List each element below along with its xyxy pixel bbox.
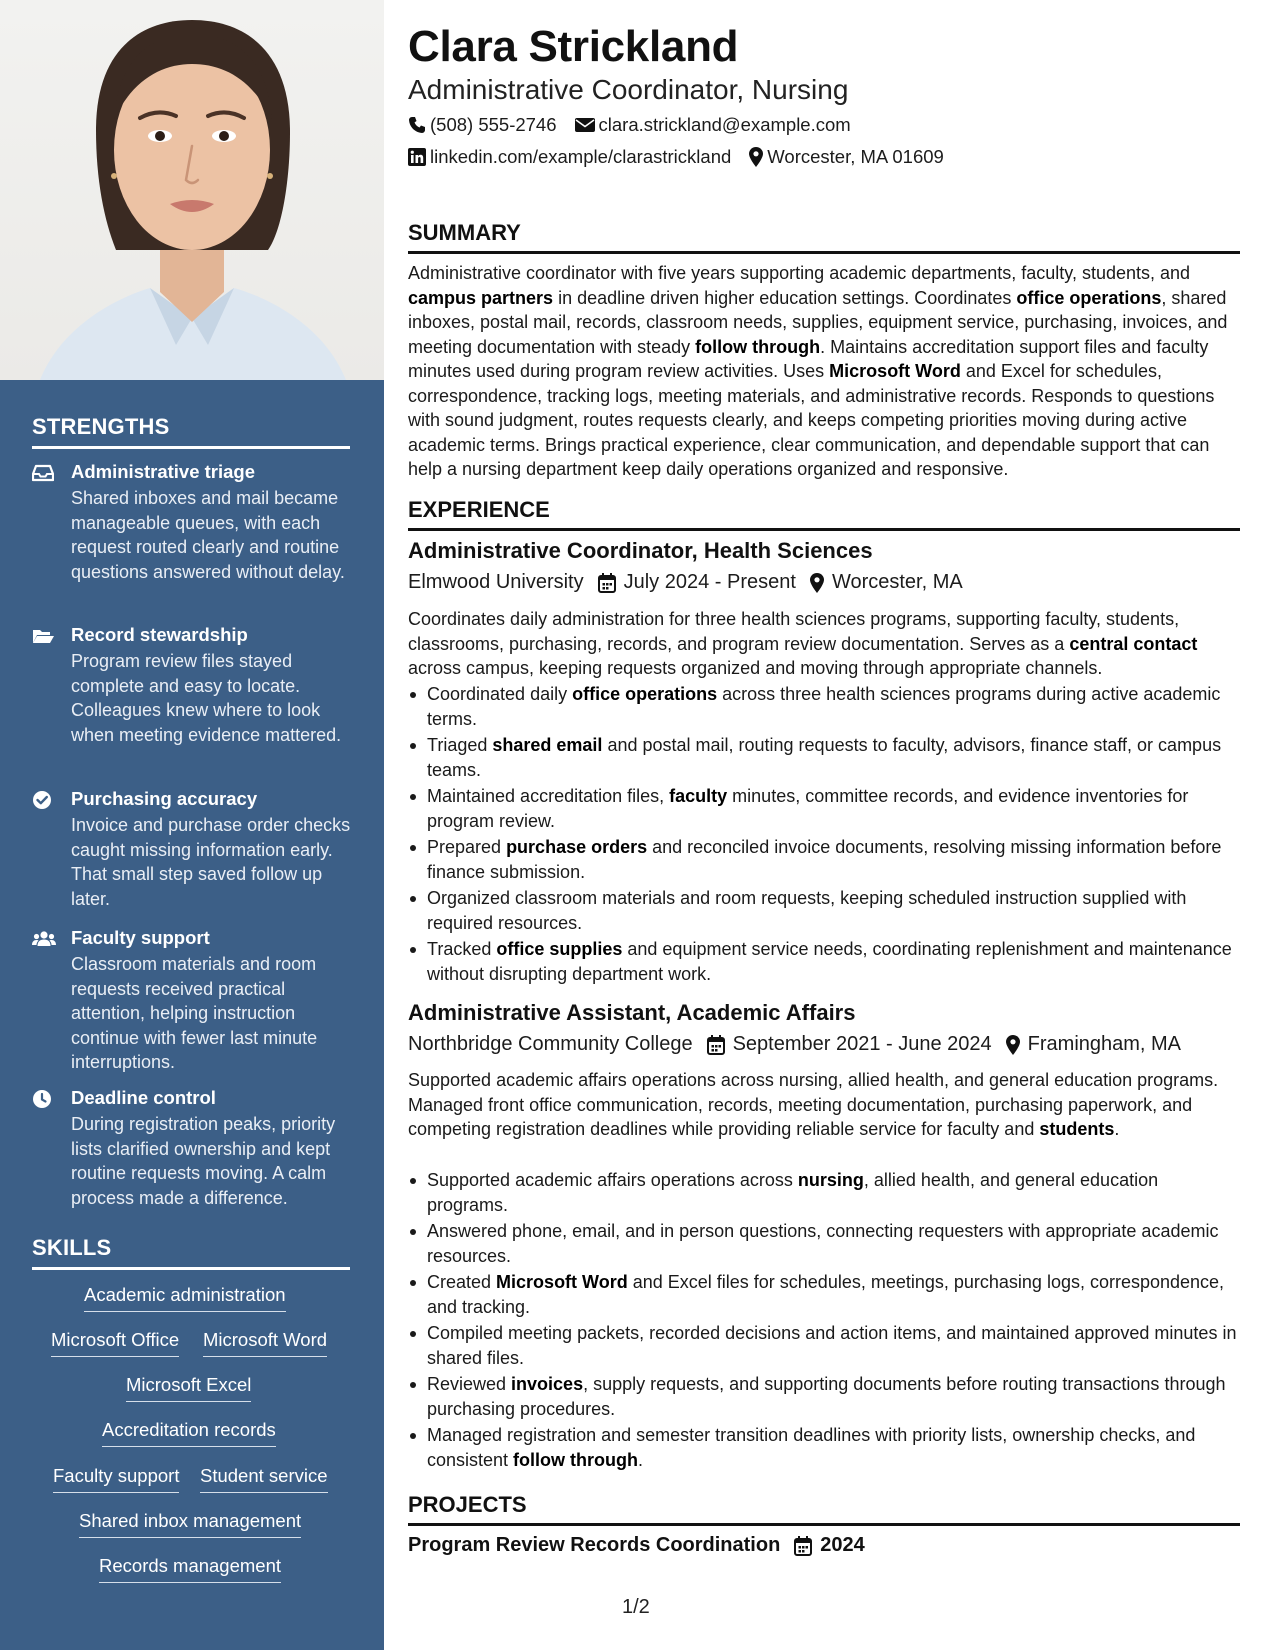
calendar-icon (707, 1035, 725, 1055)
skill-tag: Microsoft Word (203, 1329, 327, 1357)
job-bullet-list (408, 682, 1240, 988)
experience-heading: EXPERIENCE (408, 497, 1240, 531)
strength-title: Purchasing accuracy (71, 788, 258, 809)
job-location: Worcester, MA (831, 571, 963, 593)
job-dates: July 2024 - Present (623, 571, 796, 593)
phone-icon (408, 116, 426, 134)
job-title: Administrative Coordinator, Health Sciences (408, 538, 873, 563)
strength-description: During registration peaks, priority lists clarified ownership and kept routine requests moving. A calm process made a difference. (71, 1114, 336, 1208)
job-bullet: Prepared purchase orders and reconciled invoice documents, resolving missing information before finance submission. (408, 835, 1240, 884)
linkedin-contact (408, 146, 731, 168)
strength-title: Deadline control (71, 1087, 216, 1108)
linkedin-icon (408, 148, 426, 166)
clock-icon (32, 1089, 54, 1109)
strength-description: Shared inboxes and mail became manageable queues, with each request routed clearly and routine questions answered without delay. (71, 488, 345, 582)
linkedin-url: linkedin.com/example/clarastrickland (430, 146, 732, 167)
job-bullet: Compiled meeting packets, recorded decisions and action items, and maintained approved minutes in shared files. (408, 1321, 1240, 1370)
skills-heading: SKILLS (32, 1235, 350, 1270)
job-bullet: Tracked office supplies and equipment service needs, coordinating replenishment and maintenance without disrupting department work. (408, 937, 1240, 986)
skill-tag: Records management (99, 1555, 281, 1583)
job-dates: September 2021 - June 2024 (732, 1033, 992, 1055)
skill-tag: Accreditation records (102, 1419, 276, 1447)
email-contact (575, 114, 851, 136)
job-bullet: Reviewed invoices, supply requests, and supporting documents before routing transactions through purchasing procedures. (408, 1372, 1240, 1421)
strength-description: Invoice and purchase order checks caught missing information early. That small step saved follow up later. (71, 815, 351, 909)
skill-tag: Student service (200, 1465, 328, 1493)
job-bullet: Supported academic affairs operations across nursing, allied health, and general education programs. (408, 1168, 1240, 1217)
job-bullet: Organized classroom materials and room requests, keeping scheduled instruction supplied with required resources. (408, 886, 1240, 935)
sidebar (0, 0, 384, 1650)
skill-tag: Faculty support (53, 1465, 179, 1493)
map-pin-icon (810, 573, 824, 593)
page-number: 1/2 (622, 1596, 650, 1618)
profile-photo (0, 0, 384, 380)
job-summary: Coordinates daily administration for three health sciences programs, supporting faculty, students, classrooms, purchasing, records, and program review documentation. Serves as a central contact across campus, keeping requests organized and moving through appropriate channels. (408, 609, 1198, 678)
projects-heading: PROJECTS (408, 1492, 1240, 1526)
strength-description: Classroom materials and room requests received practical attention, helping instruction continue with fewer last minute interruptions. (71, 954, 318, 1072)
job-meta (408, 1033, 1181, 1056)
skill-tag: Academic administration (84, 1284, 286, 1312)
skill-tag: Microsoft Excel (126, 1374, 251, 1402)
candidate-title: Administrative Coordinator, Nursing (408, 74, 849, 105)
strength-description: Program review files stayed complete and easy to locate. Colleagues knew where to look when meeting evidence mattered. (71, 651, 342, 745)
job-bullet: Created Microsoft Word and Excel files for schedules, meetings, purchasing logs, correspondence, and tracking. (408, 1270, 1240, 1319)
check-circle-icon (32, 790, 54, 810)
contact-row (408, 114, 869, 136)
job-bullet: Managed registration and semester transition deadlines with priority lists, ownership checks, and consistent follow through. (408, 1423, 1240, 1472)
calendar-icon (794, 1536, 812, 1556)
project-title: Program Review Records Coordination (408, 1534, 781, 1556)
job-title: Administrative Assistant, Academic Affairs (408, 1000, 856, 1025)
job-organization: Elmwood University (408, 571, 584, 593)
email-address: clara.strickland@example.com (598, 114, 851, 135)
job-bullet: Answered phone, email, and in person questions, connecting requesters with appropriate academic resources. (408, 1219, 1240, 1268)
users-icon (32, 929, 54, 949)
skill-tag: Shared inbox management (79, 1510, 301, 1538)
strengths-heading: STRENGTHS (32, 414, 350, 449)
candidate-name: Clara Strickland (408, 22, 739, 71)
job-location: Framingham, MA (1027, 1033, 1182, 1055)
job-bullet: Maintained accreditation files, faculty minutes, committee records, and evidence inventories for program review. (408, 784, 1240, 833)
strength-title: Faculty support (71, 927, 210, 948)
project-item (408, 1534, 865, 1557)
summary-text: Administrative coordinator with five years supporting academic departments, faculty, students, and campus partners in deadline driven higher education settings. Coordinates office operations, shared inboxes, postal mail, records, classroom needs, supplies, equipment service, purchasing, invoices, and meeting documentation with steady follow through. Maintains accreditation support files and faculty minutes used during program review activities. Uses Microsoft Word and Excel for schedules, correspondence, tracking logs, meeting materials, and administrative records. Responds to questions with sound judgment, routes requests clearly, and keeps competing priorities moving during active academic terms. Brings practical experience, clear communication, and dependable support that can help a nursing department keep daily operations organized and responsive. (408, 263, 1228, 479)
inbox-icon (32, 463, 54, 483)
job-bullet-list (408, 1168, 1240, 1474)
strength-title: Record stewardship (71, 624, 248, 645)
location-contact (749, 146, 944, 168)
strength-title: Administrative triage (71, 461, 256, 482)
skill-tag: Microsoft Office (51, 1329, 179, 1357)
job-organization: Northbridge Community College (408, 1033, 693, 1055)
calendar-icon (598, 573, 616, 593)
map-pin-icon (749, 147, 763, 167)
map-pin-icon (1006, 1035, 1020, 1055)
job-summary: Supported academic affairs operations across nursing, allied health, and general education programs. Managed front office communication, records, meeting documentation, purchasing paperwork, and competing registration deadlines while providing reliable service for faculty and students. (408, 1070, 1219, 1139)
contact-row (408, 146, 962, 168)
summary-heading: SUMMARY (408, 220, 1240, 254)
job-meta (408, 571, 963, 594)
project-year: 2024 (820, 1534, 865, 1556)
location-text: Worcester, MA 01609 (767, 146, 944, 167)
folder-open-icon (32, 626, 54, 646)
envelope-icon (575, 117, 595, 133)
job-bullet: Coordinated daily office operations across three health sciences programs during active academic terms. (408, 682, 1240, 731)
phone-contact (408, 114, 557, 136)
job-bullet: Triaged shared email and postal mail, routing requests to faculty, advisors, finance staff, or campus teams. (408, 733, 1240, 782)
phone-number: (508) 555-2746 (430, 114, 557, 135)
